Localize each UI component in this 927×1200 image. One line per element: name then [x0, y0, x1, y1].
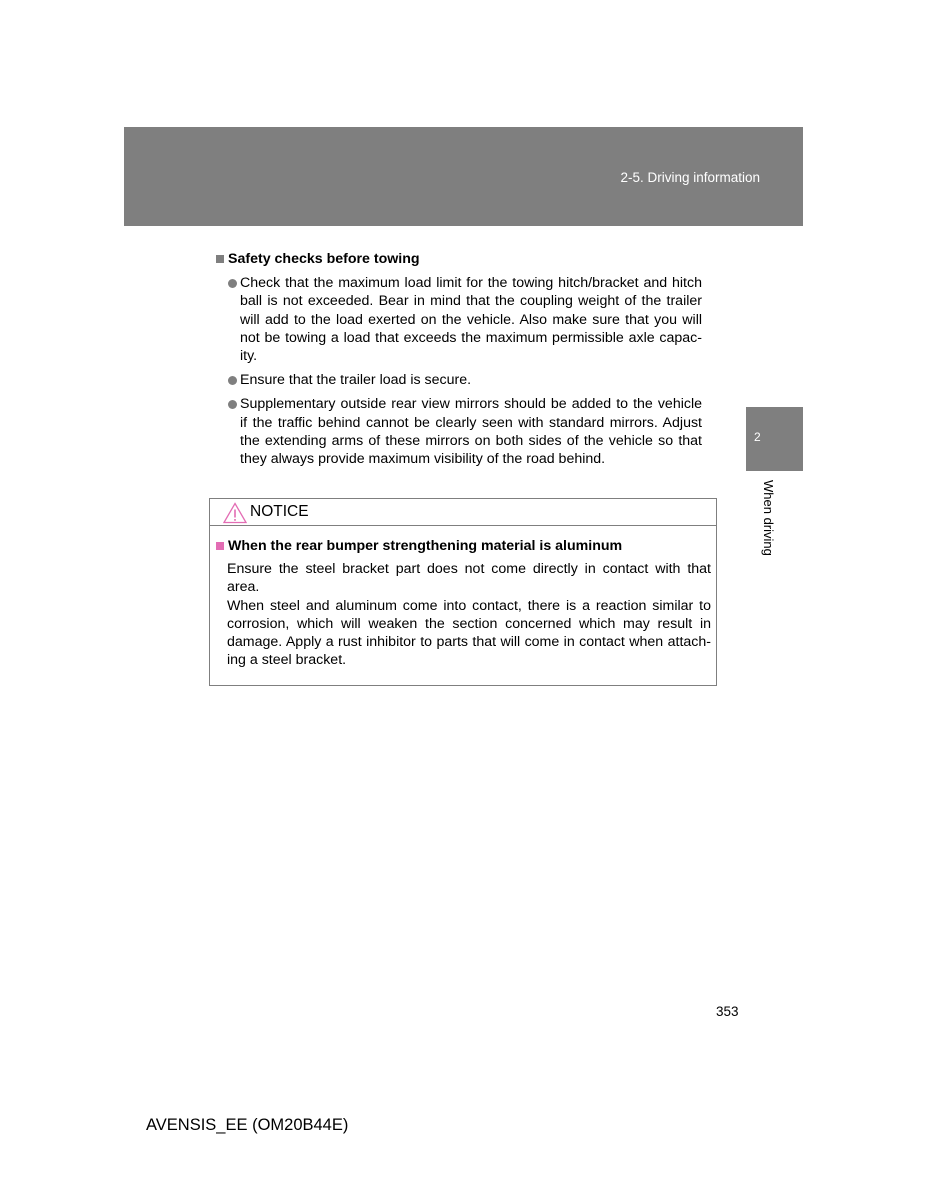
list-item — [228, 371, 705, 389]
square-bullet-icon — [216, 255, 224, 263]
list-item-text: Ensure that the trailer load is secure. — [240, 372, 472, 389]
pink-square-icon — [216, 542, 224, 550]
chapter-tab — [746, 407, 803, 471]
notice-header — [210, 499, 716, 526]
notice-title: NOTICE — [250, 503, 309, 520]
chapter-label: When driving — [761, 480, 776, 556]
safety-heading — [215, 250, 705, 268]
circle-bullet-icon — [228, 376, 237, 385]
notice-box — [209, 498, 717, 686]
list-item-text: Check that the maximum load limit for the towing hitch/bracket and hitch ball is not exceeded. Bear in mind that the coupling weight of the trailer will add to the load exerted on the vehicle. Also make sure that you will not be towing a load that exceeds the maximum permissible axle capac-ity. — [240, 275, 702, 365]
list-item-text: Supplementary outside rear view mirrors should be added to the vehicle if the traffic behind cannot be clearly seen with standard mirrors. Adjust the extending arms of these mirrors on both sides of the vehicle so that they always provide maximum visibility of the road behind. — [240, 396, 702, 468]
safety-section — [215, 250, 705, 474]
list-item — [228, 395, 705, 468]
section-title: 2-5. Driving information — [620, 170, 760, 185]
safety-heading-text: Safety checks before towing — [228, 251, 420, 267]
circle-bullet-icon — [228, 400, 237, 409]
chapter-number: 2 — [754, 430, 761, 444]
notice-heading-text: When the rear bumper strengthening material is aluminum — [228, 538, 623, 554]
page-number: 353 — [716, 1004, 739, 1019]
notice-body — [216, 537, 712, 669]
warning-triangle-icon — [223, 502, 247, 524]
circle-bullet-icon — [228, 279, 237, 288]
notice-paragraph: Ensure the steel bracket part does not come directly in contact with that area. — [227, 561, 711, 596]
header-band — [124, 127, 803, 226]
notice-paragraph: When steel and aluminum come into contact, there is a reaction similar to corrosion, which will weaken the section concerned which may result in damage. Apply a rust inhibitor to parts that will come in contact when attach-ing a steel bracket. — [227, 597, 711, 669]
document-code: AVENSIS_EE (OM20B44E) — [146, 1116, 349, 1134]
list-item — [228, 274, 705, 365]
notice-heading — [216, 537, 712, 555]
